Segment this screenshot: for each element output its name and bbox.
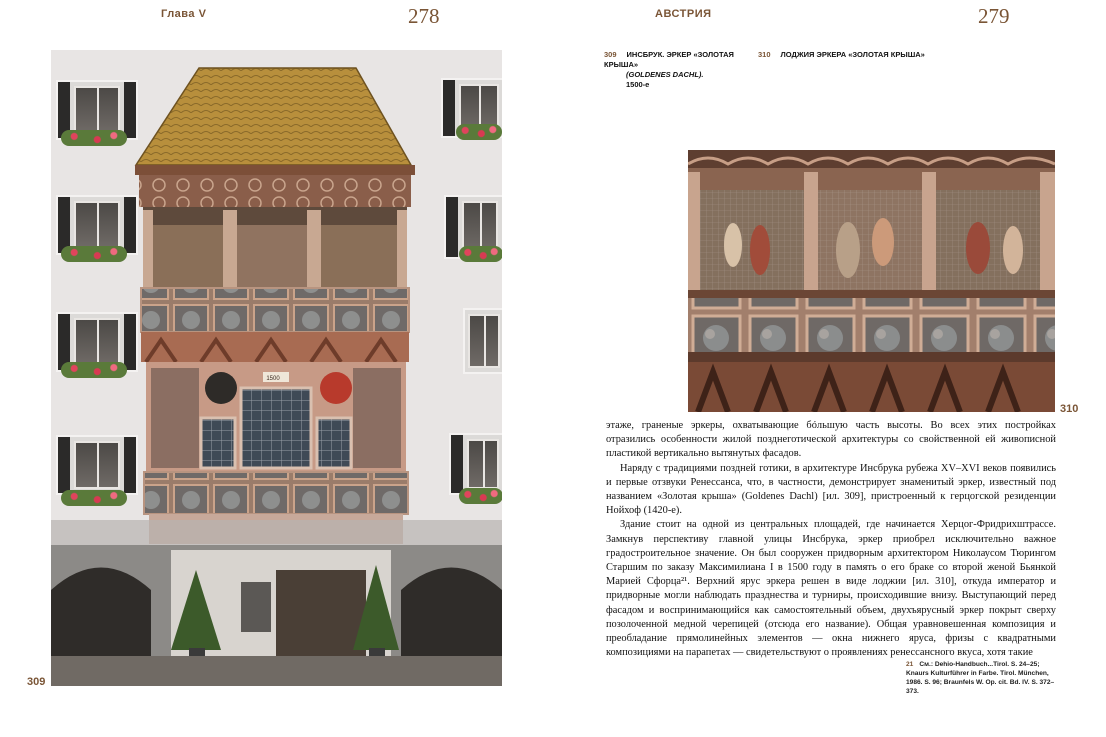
golden-roof-oriel-drawing	[51, 50, 502, 686]
caption-310	[758, 50, 938, 60]
caption-309-line3: 1500-е	[626, 80, 650, 89]
footnote-text: См.: Dehio-Handbuch...Tirol. S. 24–25; Knaurs Kulturführer in Farbe. Tirol. München, 1986. S. 96; Braunfels W. Op. cit. Bd. IV. S. 372–373.	[906, 661, 1055, 695]
loggia-drawing	[688, 150, 1055, 412]
paragraph-3: Здание стоит на одной из центральных площадей, где начинается Херцог-Фридрихштрассе. Замкнув перспективу главной улицы Инсбрука, эркер приобрел исключительно важное градостроительное значение. Он был сооружен придворным архитектором Николаусом Тюрингом Старшим по заказу Максимилиана I в 1500 году в память о его браке со второй женой Бьянкой Марией Сфорца²¹. Верхний ярус эркера решен в виде лоджии [ил. 310], откуда император и придворные могли наблюдать празднества и турниры, происходившие внизу. Выступающий перед фасадом и воспринимающийся как самостоятельный объем, двухъярусный эркер покрыт сверху позолоченной медной черепицей (отсюда его название). Общая уравновешенная композиция и преобладание прямолинейных элементов — окна нижнего яруса, фризы с квадратными композициями на парапетах — свидетельствуют о проявлениях ренессансного вкуса, хотя такие	[606, 519, 1056, 659]
footnote	[906, 660, 1056, 696]
photo-309-sign: 1500	[266, 376, 280, 382]
folio-left: 278	[408, 4, 440, 28]
plate-number-310: 310	[1060, 403, 1079, 415]
caption-309	[604, 50, 754, 90]
body-text	[606, 419, 1056, 660]
paragraph-2: Наряду с традициями поздней готики, в архитектуре Инсбрука рубежа XV–XVI веков появились и первые отзвуки Ренессанса, что, в частности, демонстрирует знаменитый эркер, известный под названием «Золотая крыша» (Goldenes Dachl) [ил. 309], пристроенный к герцогской резиденции Нойхоф (1420-е).	[606, 462, 1057, 517]
paragraph-1: этаже, граненые эркеры, охватывающие бóльшую часть высоты. Во всех этих постройках отразились особенности жилой позднеготической архитектуры со свойственной ей живописной пластикой вертикально вытянутых фасадов.	[606, 420, 1056, 460]
caption-309-number: 309	[604, 50, 617, 59]
folio-right: 279	[978, 4, 1010, 28]
photo-golden-roof-facade	[51, 50, 502, 686]
photo-loggia-closeup	[688, 150, 1055, 412]
running-head-left: Глава V	[161, 8, 207, 20]
plate-number-309: 309	[27, 676, 46, 688]
caption-309-line2: (GOLDENES DACHL).	[626, 70, 704, 79]
caption-310-text: ЛОДЖИЯ ЭРКЕРА «ЗОЛОТАЯ КРЫША»	[780, 50, 925, 59]
caption-310-number: 310	[758, 50, 771, 59]
caption-309-line1: ИНСБРУК. ЭРКЕР «ЗОЛОТАЯ КРЫША»	[604, 50, 734, 69]
running-head-right: АВСТРИЯ	[655, 8, 712, 20]
footnote-number: 21	[906, 661, 914, 668]
